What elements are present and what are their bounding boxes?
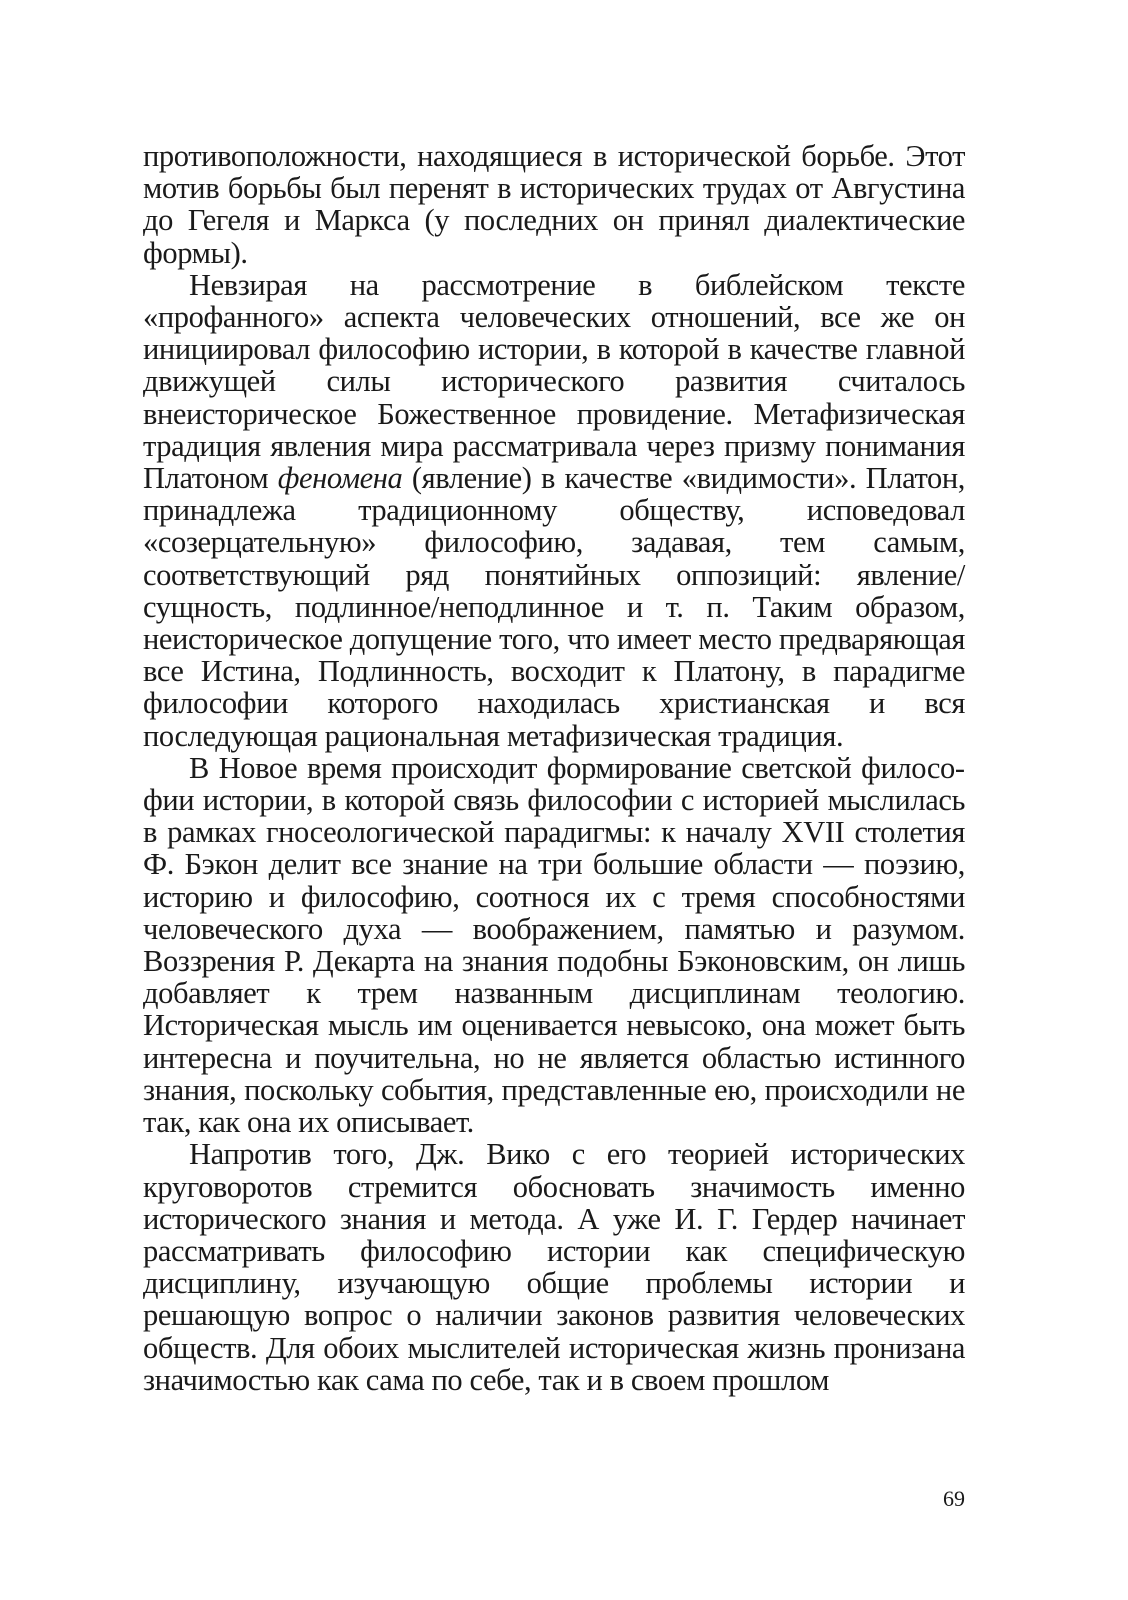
page-number: 69 [943,1486,965,1511]
paragraph-2 [143,269,965,752]
page-text-block [143,140,965,1396]
paragraph-1: противоположности, находящиеся в исторической борьбе. Этот мотив борьбы был перенят в исторических трудах от Августина до Гегеля и Маркса (у последних он принял диалектические формы). [143,139,965,270]
paragraph-2-emphasis: феномена [277,461,403,496]
paragraph-3: В Новое время происходит формирование светской философии истории, в которой связь философии с историей мыслилась в рамках гносеологической парадигмы: к началу XVII столетия Ф. Бэкон делит все знание на три большие области — поэзию, историю и философию, соотнося их с тремя способностями человеческого духа — воображением, памятью и разумом. Воззрения Р. Декарта на знания подобны Бэконовским, он лишь добавляет к трем названным дисциплинам теологию. Историческая мысль им оценивается невысоко, она может быть интересна и поучительна, но не является областью истинного знания, поскольку события, представленные ею, происходили не так, как она их описывает. [143,750,965,1140]
paragraph-2-text-before: Невзирая на рассмотрение в библейском тексте «профанного» аспекта человеческих отношений, все же он инициировал философию истории, в которой в качестве главной движущей силы исторического развития считалось внеисторическое Божественное провидение. Метафизическая традиция явления мира рассматривала через призму понимания Платоном [143,267,965,496]
paragraph-4: Напротив того, Дж. Вико с его теорией исторических круговоротов стремится обосновать значимость именно исторического знания и метода. А уже И. Г. Гердер начинает рассматривать философию истории как специфическую дисциплину, изучающую общие проблемы истории и решающую вопрос о наличии законов развития человеческих обществ. Для обоих мыслителей историческая жизнь пронизана значимостью как сама по себе, так и в своем прошлом [143,1137,965,1397]
paragraph-2-text-after: (явление) в качестве «видимости». Платон, принадлежа традиционному обществу, исповедовал «созерцательную» философию, задавая, тем самым, соответствующий ряд понятийных оппозиций: явление/сущность, подлинное/неподлинное и т. п. Таким образом, неисторическое допущение того, что имеет место предваряющая все Истина, Подлинность, восходит к Платону, в парадигме философии которого находилась христианская и вся последующая рациональная метафизическая традиция. [143,461,965,753]
